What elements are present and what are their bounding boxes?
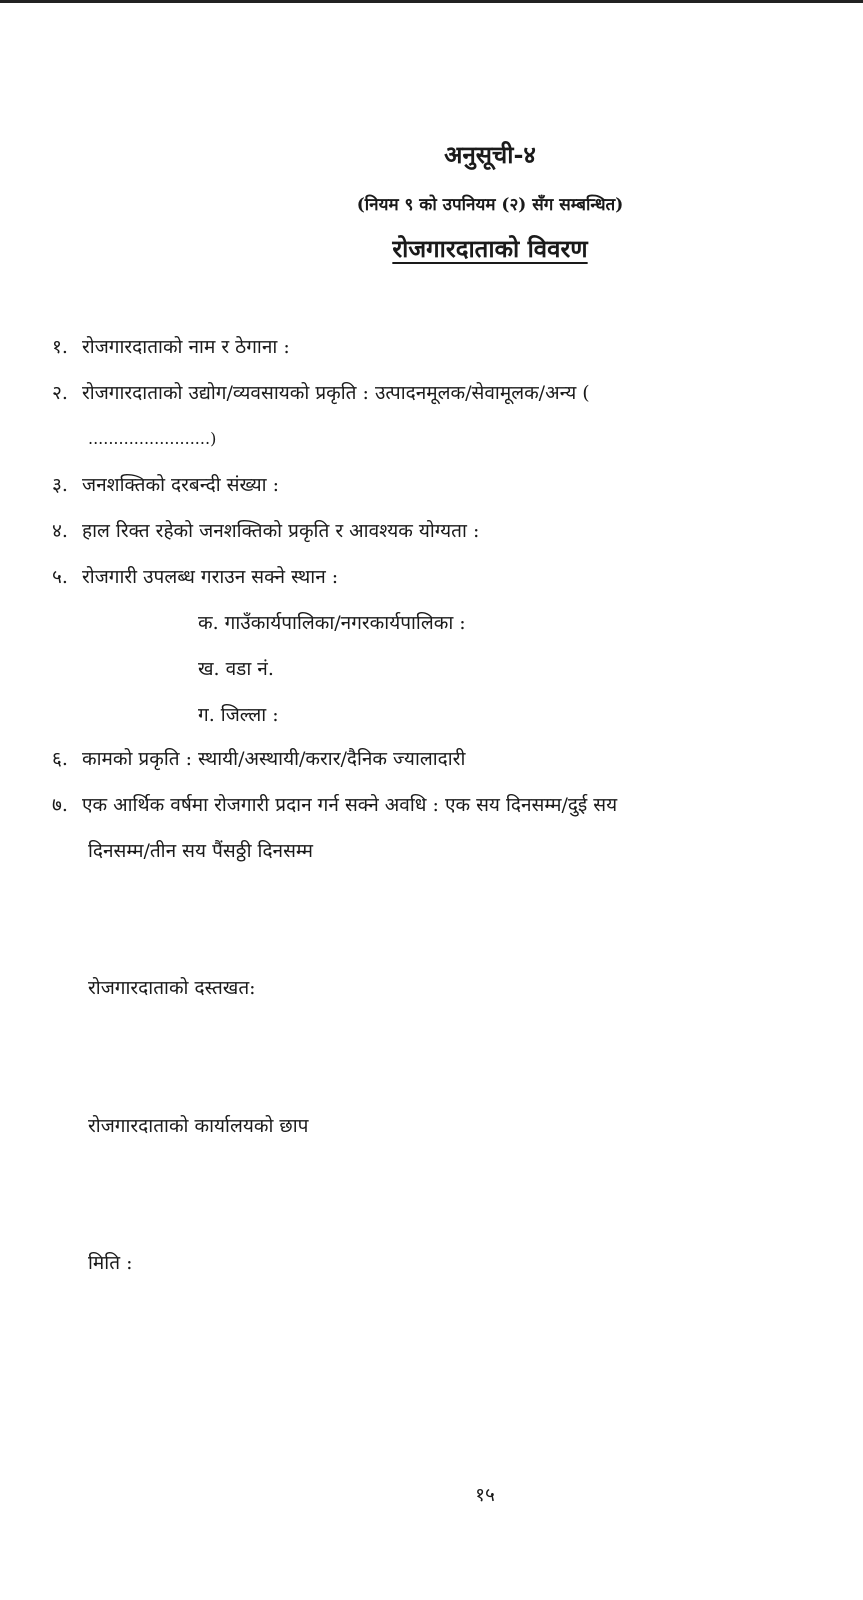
stamp-label: रोजगारदाताको कार्यालयको छाप <box>88 1115 309 1137</box>
item-text: रोजगारी उपलब्ध गराउन सक्ने स्थान : <box>82 566 339 588</box>
item-text: जनशक्तिको दरबन्दी संख्या : <box>82 474 280 496</box>
item-2 <box>52 380 590 406</box>
item-7-continuation: दिनसम्म/तीन सय पैंसठ्ठी दिनसम्म <box>88 840 313 862</box>
item-text: रोजगारदाताको नाम र ठेगाना : <box>82 336 290 358</box>
item-text: कामको प्रकृति : स्थायी/अस्थायी/करार/दैनिक ज्यालादारी <box>82 748 466 770</box>
item-number: ७. <box>52 794 68 816</box>
item-number: ५. <box>52 566 68 588</box>
schedule-subtitle: (नियम ९ को उपनियम (२) सँग सम्बन्धित) <box>356 195 624 215</box>
item-5 <box>52 564 338 590</box>
item-7 <box>52 792 617 818</box>
item-2-continuation: ........................) <box>88 429 217 448</box>
schedule-title: अनुसूची-४ <box>444 140 536 169</box>
item-text: एक आर्थिक वर्षमा रोजगारी प्रदान गर्न सक्ने अवधि : एक सय दिनसम्म/दुई सय <box>82 794 618 816</box>
item-6 <box>52 746 465 772</box>
item-number: ४. <box>52 520 68 542</box>
item-1 <box>52 334 290 360</box>
signature-label: रोजगारदाताको दस्तखत: <box>88 977 256 999</box>
top-border <box>0 0 863 3</box>
item-5-sub-a: क. गाउँकार्यपालिका/नगरकार्यपालिका : <box>198 612 466 634</box>
item-3 <box>52 472 279 498</box>
date-label: मिति : <box>88 1252 133 1274</box>
item-5-sub-c: ग. जिल्ला : <box>198 704 279 726</box>
item-text: रोजगारदाताको उद्योग/व्यवसायको प्रकृति : उत्पादनमूलक/सेवामूलक/अन्य ( <box>82 382 590 404</box>
item-number: ३. <box>52 474 68 496</box>
item-4 <box>52 518 479 544</box>
item-number: १. <box>52 336 68 358</box>
item-number: ६. <box>52 748 68 770</box>
item-text: हाल रिक्त रहेको जनशक्तिको प्रकृति र आवश्यक योग्यता : <box>82 520 480 542</box>
page-number: १५ <box>475 1484 495 1506</box>
item-5-sub-b: ख. वडा नं. <box>198 658 274 680</box>
document-title-text: रोजगारदाताको विवरण <box>392 234 588 263</box>
document-title <box>360 232 620 265</box>
item-number: २. <box>52 382 68 404</box>
